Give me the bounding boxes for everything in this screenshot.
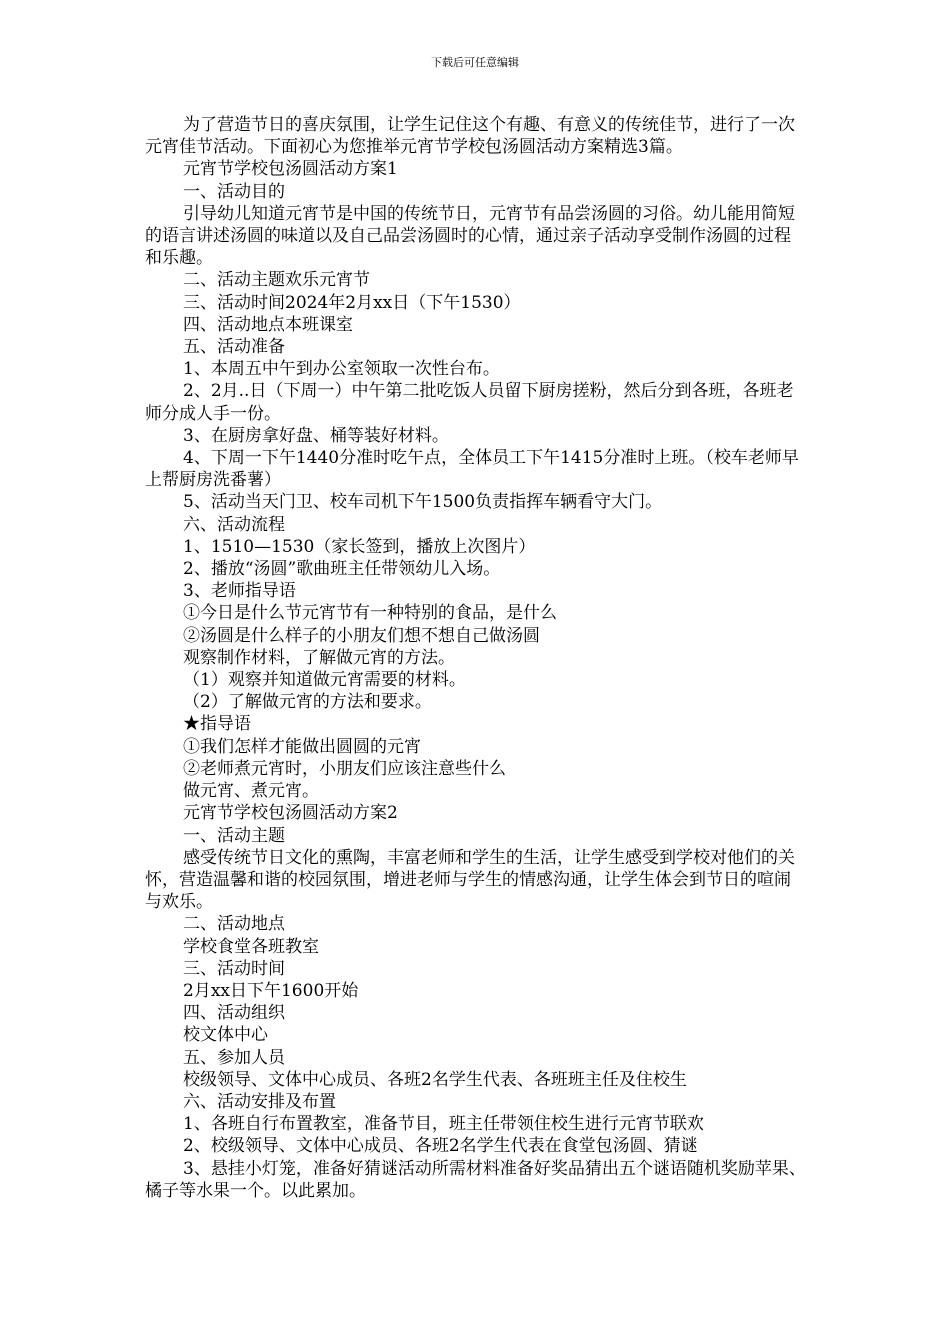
list-item: 1、各班自行布置教室，准备节目，班主任带领住校生进行元宵节联欢 bbox=[183, 1114, 704, 1135]
paragraph: ★指导语 bbox=[183, 714, 251, 735]
list-item: ②汤圆是什么样子的小朋友们想不想自己做汤圆 bbox=[183, 625, 540, 646]
list-item: 2、播放“汤圆”歌曲班主任带领幼儿入场。 bbox=[183, 559, 501, 580]
paragraph: 2月xx日下午1600开始 bbox=[183, 980, 359, 1001]
section-heading: 五、活动准备 bbox=[183, 337, 285, 358]
list-item: （1）观察并知道做元宵需要的材料。 bbox=[183, 670, 466, 691]
list-item: 5、活动当天门卫、校车司机下午1500负责指挥车辆看守大门。 bbox=[183, 492, 663, 513]
section-heading: 一、活动主题 bbox=[183, 825, 285, 846]
list-item: （2）了解做元宵的方法和要求。 bbox=[183, 692, 432, 713]
document-body bbox=[145, 114, 807, 1202]
list-item: 3、老师指导语 bbox=[183, 581, 296, 602]
list-item: 2、2月..日（下周一）中午第二批吃饭人员留下厨房搓粉，然后分到各班，各班老师分成人手一份。 bbox=[145, 381, 794, 424]
paragraph: 学校食堂各班教室 bbox=[183, 936, 319, 957]
list-item: ②老师煮元宵时，小朋友们应该注意些什么 bbox=[183, 758, 506, 779]
plan-2-title: 元宵节学校包汤圆活动方案2 bbox=[183, 803, 398, 824]
list-item: ①我们怎样才能做出圆圆的元宵 bbox=[183, 736, 421, 757]
plan-1-title: 元宵节学校包汤圆活动方案1 bbox=[183, 159, 398, 180]
section-heading: 六、活动流程 bbox=[183, 514, 285, 535]
section-heading: 六、活动安排及布置 bbox=[183, 1091, 336, 1112]
list-item: 3、在厨房拿好盘、桶等装好材料。 bbox=[183, 425, 449, 446]
paragraph: 观察制作材料，了解做元宵的方法。 bbox=[183, 647, 455, 668]
section-heading: 三、活动时间 bbox=[183, 958, 285, 979]
section-heading: 一、活动目的 bbox=[183, 181, 285, 202]
paragraph: 校文体中心 bbox=[183, 1025, 268, 1046]
section-heading: 二、活动主题欢乐元宵节 bbox=[183, 270, 370, 291]
section-heading: 四、活动地点本班课室 bbox=[183, 314, 353, 335]
list-item: 3、悬挂小灯笼，准备好猜谜活动所需材料准备好奖品猜出五个谜语随机奖励苹果、橘子等水果一个。以此累加。 bbox=[145, 1158, 806, 1201]
list-item: 4、下周一下午1440分准时吃午点，全体员工下午1415分准时上班。（校车老师早上帮厨房洗番薯） bbox=[145, 448, 799, 491]
intro-paragraph: 为了营造节日的喜庆氛围，让学生记住这个有趣、有意义的传统佳节，进行了一次元宵佳节活动。下面初心为您推举元宵节学校包汤圆活动方案精选3篇。 bbox=[145, 115, 795, 158]
page-header: 下载后可任意编辑 bbox=[431, 56, 519, 69]
list-item: ①今日是什么节元宵节有一种特别的食品，是什么 bbox=[183, 603, 557, 624]
section-heading: 五、参加人员 bbox=[183, 1047, 285, 1068]
paragraph: 做元宵、煮元宵。 bbox=[183, 781, 319, 802]
section-heading: 四、活动组织 bbox=[183, 1003, 285, 1024]
list-item: 1、1510—1530（家长签到，播放上次图片） bbox=[183, 536, 536, 557]
list-item: 2、校级领导、文体中心成员、各班2名学生代表在食堂包汤圆、猜谜 bbox=[183, 1136, 698, 1157]
section-heading: 三、活动时间2024年2月xx日（下午1530） bbox=[183, 292, 521, 313]
paragraph: 引导幼儿知道元宵节是中国的传统节日，元宵节有品尝汤圆的习俗。幼儿能用简短的语言讲述汤圆的味道以及自己品尝汤圆时的心情，通过亲子活动享受制作汤圆的过程和乐趣。 bbox=[145, 203, 795, 269]
section-heading: 二、活动地点 bbox=[183, 914, 285, 935]
paragraph: 感受传统节日文化的熏陶，丰富老师和学生的生活，让学生感受到学校对他们的关怀，营造温馨和谐的校园氛围，增进老师与学生的情感沟通，让学生体会到节日的喧闹与欢乐。 bbox=[145, 847, 795, 913]
list-item: 1、本周五中午到办公室领取一次性台布。 bbox=[183, 359, 500, 380]
paragraph: 校级领导、文体中心成员、各班2名学生代表、各班班主任及住校生 bbox=[183, 1069, 687, 1090]
